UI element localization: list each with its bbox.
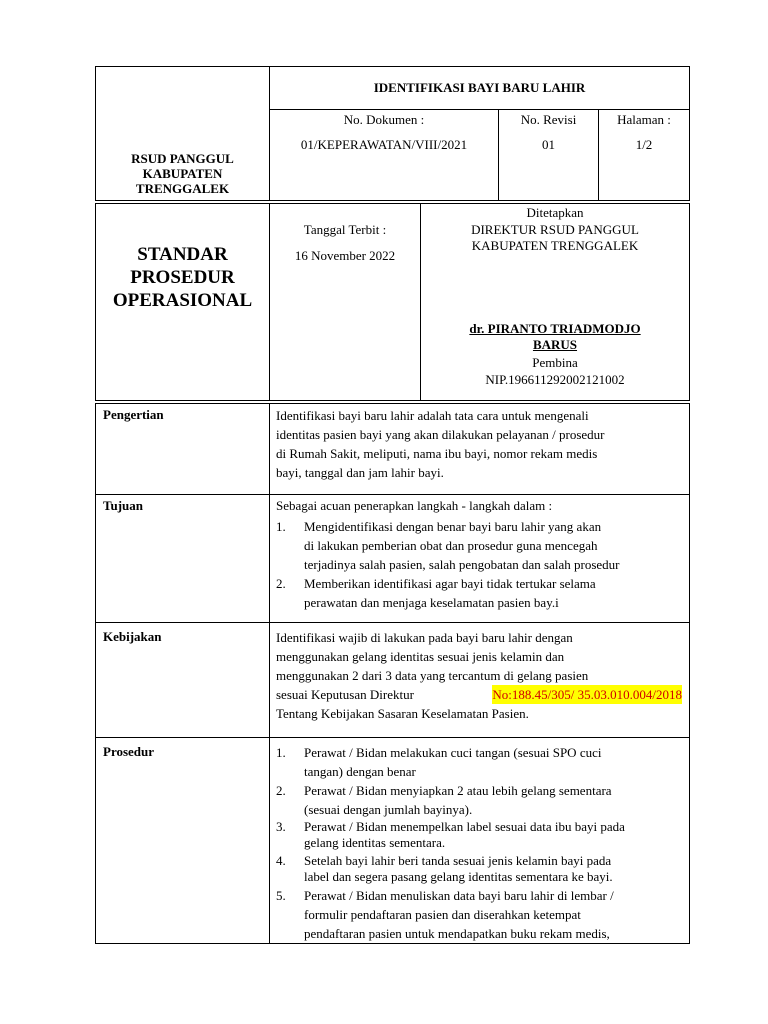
section-label-pengertian: Pengertian: [103, 407, 164, 422]
issue-date-value: 16 November 2022: [294, 248, 396, 263]
director-title: DIREKTUR RSUD PANGGUL KABUPATEN TRENGGALEK: [471, 222, 639, 253]
section-label-kebijakan: Kebijakan: [103, 629, 162, 644]
page-value: 1/2: [635, 137, 653, 152]
institution-name: RSUD PANGGUL KABUPATEN TRENGGALEK: [131, 151, 234, 196]
tujuan-intro: Sebagai acuan penerapkan langkah - langkah dalam :: [276, 498, 553, 513]
section-label-prosedur: Prosedur: [103, 744, 155, 759]
decree-number-highlight: No:188.45/305/ 35.03.010.004/2018: [492, 687, 682, 702]
revision-label: No. Revisi: [520, 112, 577, 127]
section-text-kebijakan: Identifikasi wajib di lakukan pada bayi baru lahir dengan menggunakan gelang identitas sesuai jenis kelamin dan menggunakan 2 dari 3 data yang tercantum di gelang pasien sesuai Keputusan Direktur No:188.45/305/ 35.03.010.004/2018 Tentang Kebijakan Sasaran Keselamatan Pasien.: [276, 630, 682, 721]
document-title: IDENTIFIKASI BAYI BARU LAHIR: [373, 80, 586, 95]
signatory-rank: Pembina: [532, 355, 578, 370]
section-label-tujuan: Tujuan: [103, 498, 143, 513]
prosedur-item: 2. Perawat / Bidan menyiapkan 2 atau lebih gelang sementara (sesuai dengan jumlah bayinya).: [276, 783, 612, 817]
revision-value: 01: [542, 137, 555, 152]
prosedur-item: 1. Perawat / Bidan melakukan cuci tangan (sesuai SPO cuci tangan) dengan benar: [276, 745, 602, 779]
sop-title: STANDAR PROSEDUR OPERASIONAL: [112, 244, 253, 311]
page-label: Halaman :: [617, 112, 671, 127]
established-label: Ditetapkan: [526, 205, 584, 220]
tujuan-item: 1. Mengidentifikasi dengan benar bayi baru lahir yang akan di lakukan pemberian obat dan prosedur guna mencegah terjadinya salah pasien, salah pengobatan dan salah prosedur: [276, 519, 620, 572]
signatory-nip: NIP.196611292002121002: [485, 372, 625, 387]
issue-date-label: Tanggal Terbit :: [303, 222, 387, 237]
doc-no-label: No. Dokumen :: [343, 112, 425, 127]
doc-no-value: 01/KEPERAWATAN/VIII/2021: [300, 137, 468, 152]
section-text-pengertian: Identifikasi bayi baru lahir adalah tata cara untuk mengenali identitas pasien bayi yang akan dilakukan pelayanan / prosedur di Rumah Sakit, meliputi, nama ibu bayi, nomor rekam medis bayi, tanggal dan jam lahir bayi.: [276, 408, 605, 480]
tujuan-item: 2. Memberikan identifikasi agar bayi tidak tertukar selama perawatan dan menjaga keselamatan pasien bay.i: [276, 576, 596, 610]
signatory-name: dr. PIRANTO TRIADMODJO BARUS: [469, 321, 641, 352]
